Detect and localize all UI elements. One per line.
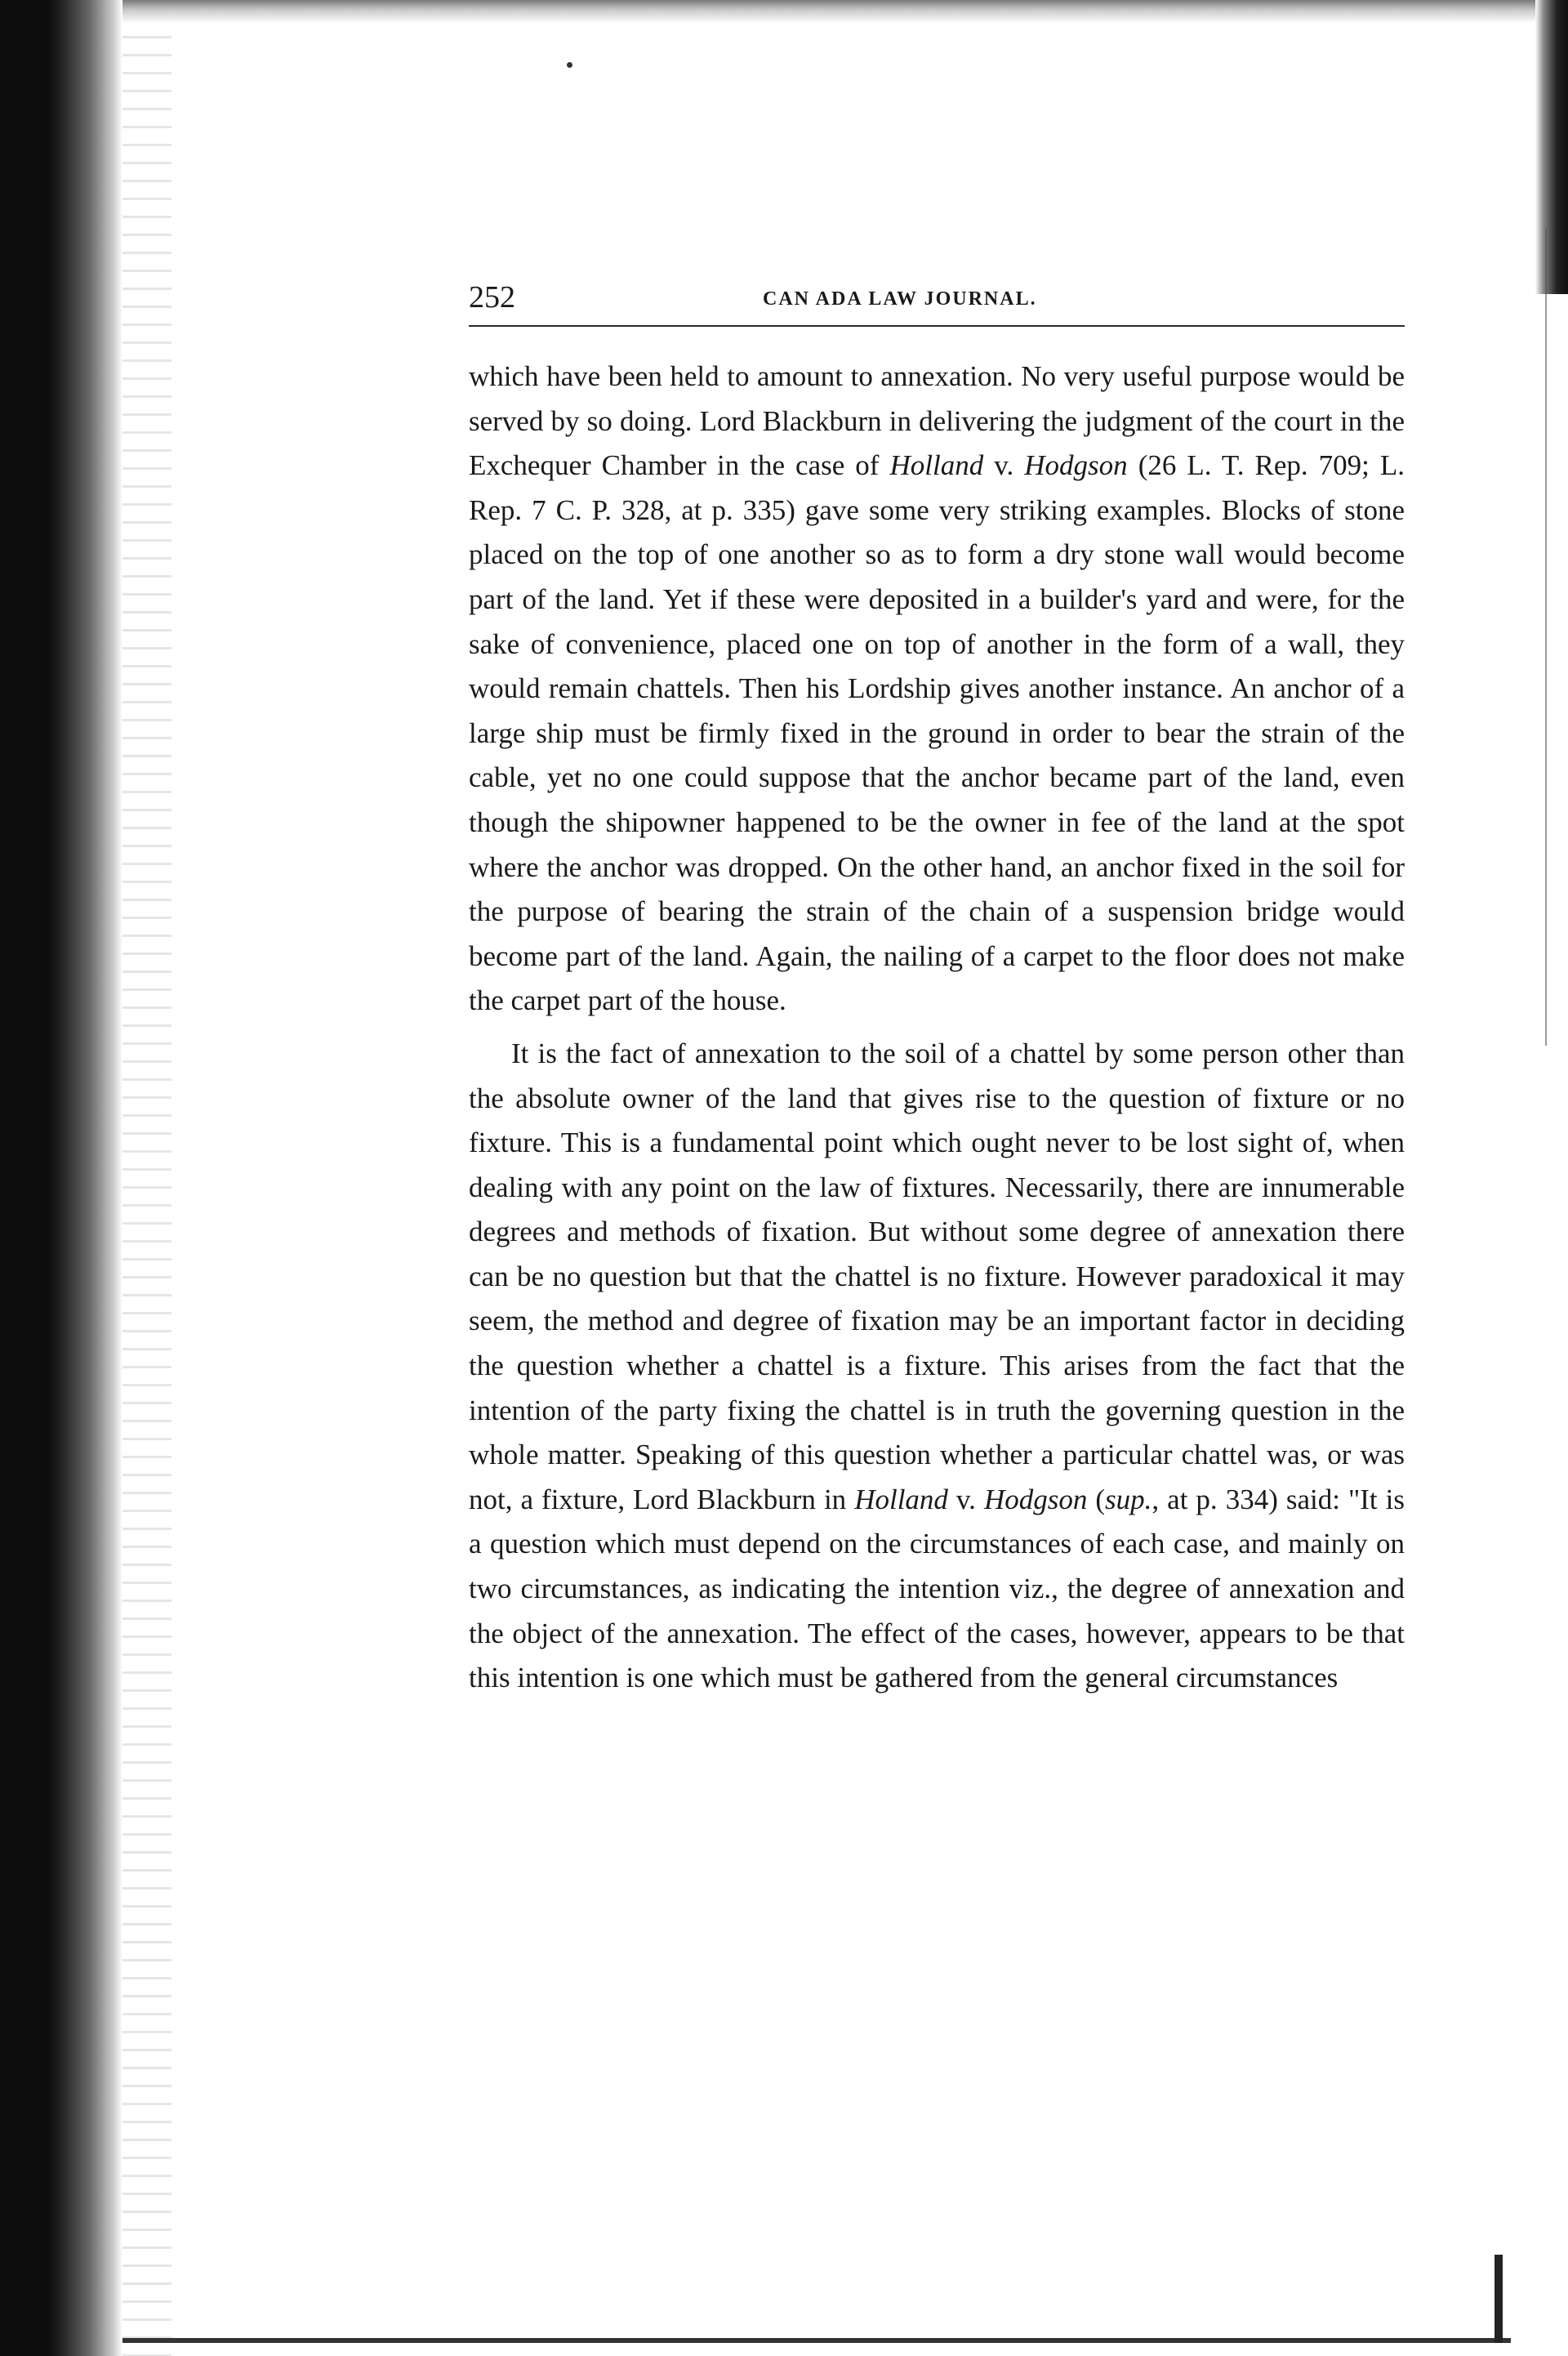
paragraph-text: ( [1087,1483,1106,1515]
paragraph-text: , at p. 334) said: "It is a question which must depend on the circumstances of each case, and mainly on two circumstances, as indicating the intention viz., the degree of annexation and the object of the annexation. The effect of the cases, however, appears to be that this intention is one which must be gathered from the general circumstances [469,1483,1405,1694]
article-body [469,355,1405,1701]
scan-edge-specks [122,0,172,2356]
page-number: 252 [469,280,515,315]
paragraph-text: v. [947,1483,984,1515]
paragraph-text: It is the fact of annexation to the soil of a chattel by some person other than the absolute owner of the land that gives rise to the question of fixture or no fixture. This is a fundamental point which ought never to be lost sight of, when dealing with any point on the law of fixtures. Necessarily, there are innumerable degrees and methods of fixation. But without some degree of annexation there can be no question but that the chattel is no fixture. However paradoxical it may seem, the method and degree of fixation may be an important factor in deciding the question whether a chattel is a fixture. This arises from the fact that the intention of the party fixing the chattel is in truth the governing question in the whole matter. Speaking of this question whether a particular chattel was, or was not, a fixture, Lord Blackburn in [469,1037,1405,1515]
scan-edge-bottom-right [1494,2255,1503,2343]
case-name-italic: Hodgson [983,1483,1088,1515]
citation-italic: sup. [1105,1483,1152,1515]
scan-margin-line [1545,229,1547,1046]
paragraph-text: which have been held to amount to annexation. No very useful purpose would be served by so doing. Lord Blackburn in delivering the judgment of the court in the Exchequer Chamber in the case of [469,360,1405,482]
case-name-italic: Holland [889,449,984,482]
case-name-italic: Holland [854,1483,948,1515]
page-header [469,274,1408,320]
scan-speck [567,62,572,68]
paragraph-text: v. [983,449,1025,482]
scan-edge-right [1535,0,1568,294]
paragraph [469,1032,1405,1701]
running-head: CAN ADA LAW JOURNAL. [763,288,1037,310]
case-name-italic: Hodgson [1024,449,1128,482]
header-rule [469,325,1405,327]
scan-edge-left [0,0,122,2356]
scan-edge-top [122,0,1568,23]
scan-edge-bottom [122,2338,1511,2343]
paragraph-text: (26 L. T. Rep. 709; L. Rep. 7 C. P. 328, at p. 335) gave some very striking examples. Blocks of stone placed on the top of one another so as to form a dry stone wall would become part of the land. Yet if these were deposited in a builder's yard and were, for the sake of convenience, placed one on top of another in the form of a wall, they would remain chattels. Then his Lordship gives another instance. An anchor of a large ship must be firmly fixed in the ground in order to bear the strain of the cable, yet no one could suppose that the anchor became part of the land, even though the shipowner happened to be the owner in fee of the land at the spot where the anchor was dropped. On the other hand, an anchor fixed in the soil for the purpose of bearing the strain of the chain of a suspension bridge would become part of the land. Again, the nailing of a carpet to the floor does not make the carpet part of the house. [469,449,1405,1017]
paragraph [469,355,1405,1024]
